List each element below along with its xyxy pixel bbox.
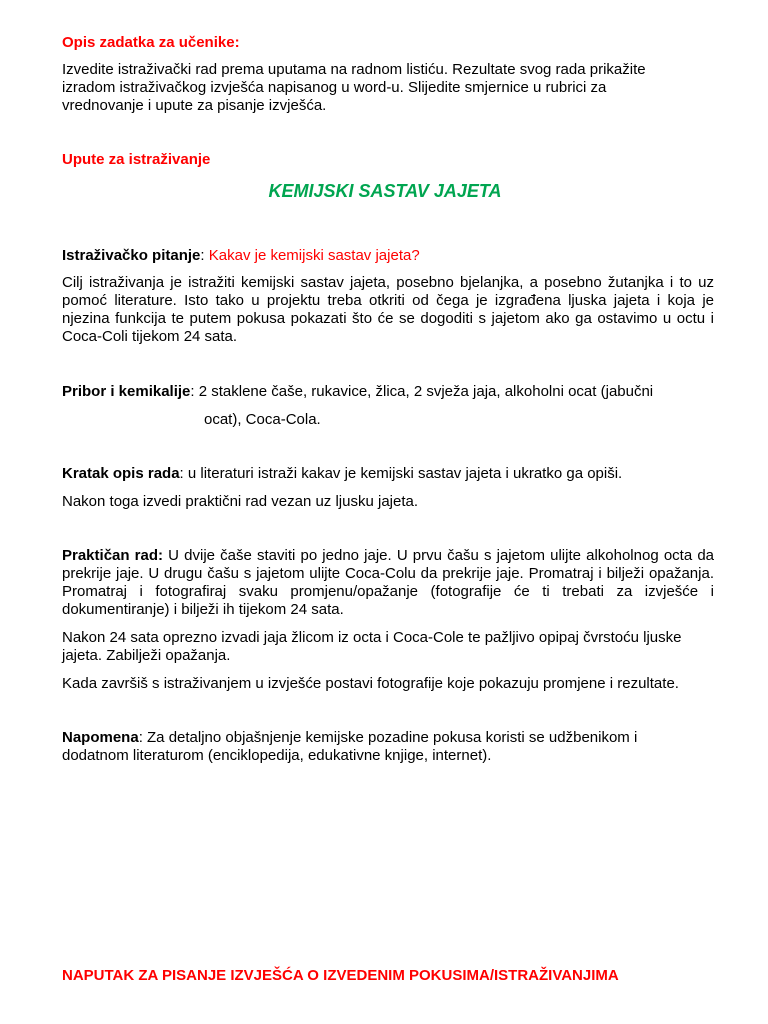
practical-paragraph: [62, 547, 714, 619]
note-text: : Za detaljno objašnjenje kemijske pozadine pokusa koristi se udžbenikom i dodatnom literaturom (enciklopedija, edukativne knjige, internet).: [62, 729, 638, 764]
equipment-line: [62, 383, 714, 401]
research-question-label: Istraživačko pitanje: [62, 247, 201, 264]
equipment-line-2: ocat), Coca-Cola.: [204, 411, 321, 428]
equipment-text: : 2 staklene čaše, rukavice, žlica, 2 svježa jaja, alkoholni ocat (jabučni: [190, 383, 654, 400]
brief-followup: Nakon toga izvedi praktični rad vezan uz ljusku jajeta.: [62, 493, 419, 510]
note-paragraph: [62, 729, 662, 765]
practical-text: U dvije čaše staviti po jedno jaje. U prvu čašu s jajetom ulijte alkoholnog octa da prekrije jaje. U drugu čašu s jajetom ulijte Coca-Colu da prekrije jaje. Promatraj i bilježi opažanja. Promatraj i fotografiraj svaku promjenu/opažanje (fotografije će ti trebati za izvješće i dokumentiranje) i bilježi ih tijekom 24 sata.: [62, 547, 714, 618]
brief-label: Kratak opis rada: [62, 465, 180, 482]
research-question-sep: :: [200, 247, 209, 264]
practical-paragraph-2: Nakon 24 sata oprezno izvadi jaja žlicom iz octa i Coca-Cole te pažljivo opipaj čvrstoću ljuske jajeta. Zabilježi opažanja.: [62, 629, 682, 664]
note-label: Napomena: [62, 729, 139, 746]
practical-label: Praktičan rad:: [62, 547, 164, 564]
instructions-heading: Upute za istraživanje: [62, 151, 211, 168]
equipment-label: Pribor i kemikalije: [62, 383, 191, 400]
practical-paragraph-3: Kada završiš s istraživanjem u izvješće postavi fotografije koje pokazuju promjene i rezultate.: [62, 675, 679, 692]
research-question-text: Kakav je kemijski sastav jajeta?: [208, 247, 420, 264]
intro-text: Izvedite istraživački rad prema uputama na radnom listiću. Rezultate svog rada prikažite izradom istraživačkog izvješća napisanog u word-u. Slijedite smjernice u rubrici za vrednovanje i upute za pisanje izvješća.: [62, 61, 646, 114]
document-title: KEMIJSKI SASTAV JAJETA: [268, 181, 502, 201]
intro-heading: Opis zadatka za učenike:: [62, 34, 240, 51]
brief-text: : u literaturi istraži kakav je kemijski sastav jajeta i ukratko ga opiši.: [179, 465, 623, 482]
research-question: [62, 247, 714, 265]
goal-paragraph: Cilj istraživanja je istražiti kemijski sastav jajeta, posebno bjelanjka, a posebno žutanjka i to uz pomoć literature. Isto tako u projektu treba otkriti od čega je izgrađena ljuska jajeta i koja je njezina funkcija te putem pokusa pokazati što će se dogoditi s jajetom ako ga ostavimo u octu i Coca-Coli tijekom 24 sata.: [62, 274, 714, 345]
footer-heading: NAPUTAK ZA PISANJE IZVJEŠĆA O IZVEDENIM POKUSIMA/ISTRAŽIVANJIMA: [62, 967, 619, 984]
brief-description: [62, 465, 714, 483]
